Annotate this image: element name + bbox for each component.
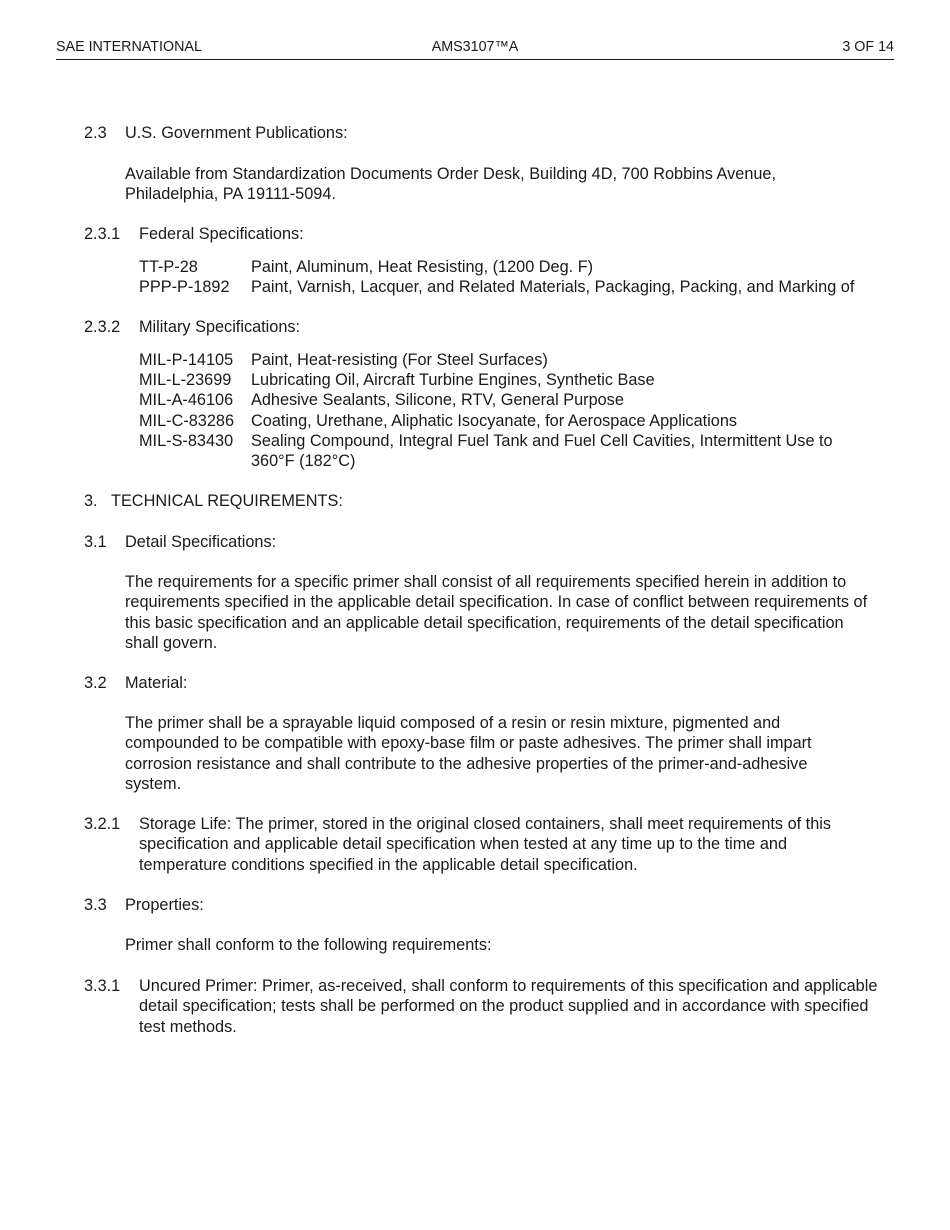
section-heading-3-3 [84,895,204,915]
reference-row [139,411,891,431]
section-body-3-3-1: Uncured Primer: Primer, as-received, shall conform to requirements of this specification and applicable detail specification; tests shall be performed on the product supplied and in accordance with specified test methods. [139,977,878,1036]
section-title: Properties: [125,896,204,914]
section-heading-3 [84,491,343,511]
section-body-3-2-1: Storage Life: The primer, stored in the original closed containers, shall meet requirements of this specification and applicable detail specification when tested at any time up to the time and temperature conditions specified in the applicable detail specification. [139,815,832,874]
reference-code: MIL-C-83286 [139,412,235,430]
section-title: TECHNICAL REQUIREMENTS: [111,492,343,510]
reference-description: Adhesive Sealants, Silicone, RTV, General Purpose [251,391,624,409]
reference-row [139,277,891,297]
section-number: 2.3.2 [84,318,121,336]
section-number: 3.1 [84,533,107,551]
section-title: Military Specifications: [139,318,301,336]
section-number: 3. [84,492,98,510]
section-heading-2-3 [84,123,348,143]
section-number-3-3-1: 3.3.1 [84,977,121,995]
reference-description: Sealing Compound, Integral Fuel Tank and Fuel Cell Cavities, Intermittent Use to 360°F (182°C) [251,432,833,471]
reference-code: MIL-A-46106 [139,391,234,409]
section-title: U.S. Government Publications: [125,124,348,142]
section-heading-2-3-2 [84,317,301,337]
section-body-3-2: The primer shall be a sprayable liquid composed of a resin or resin mixture, pigmented and compounded to be compatible with epoxy-base film or paste adhesives. The primer shall impart corrosion resistance and shall contribute to the adhesive properties of the primer-and-adhesive system. [125,714,812,793]
document-number: AMS3107™A [431,39,519,55]
reference-row [139,390,891,410]
section-heading-3-2 [84,673,188,693]
reference-code: MIL-L-23699 [139,371,232,389]
section-body-3-3: Primer shall conform to the following requirements: [125,936,492,954]
reference-code: TT-P-28 [139,258,198,276]
section-body-3-1: The requirements for a specific primer shall consist of all requirements specified herein in addition to requirements specified in the applicable detail specification. In case of conflict between requirements of this basic specification and an applicable detail specification, requirements of the detail specification shall govern. [125,573,868,652]
section-body-2-3: Available from Standardization Documents Order Desk, Building 4D, 700 Robbins Avenue, Philadelphia, PA 19111-5094. [125,165,777,204]
reference-description: Coating, Urethane, Aliphatic Isocyanate, for Aerospace Applications [251,412,738,430]
page-header [56,39,894,60]
reference-row [139,370,891,390]
section-number-3-2-1: 3.2.1 [84,815,121,833]
section-heading-3-1 [84,532,277,552]
reference-description: Paint, Aluminum, Heat Resisting, (1200 Deg. F) [251,258,594,276]
section-number: 3.3 [84,896,107,914]
reference-code: MIL-P-14105 [139,351,234,369]
reference-description: Paint, Varnish, Lacquer, and Related Materials, Packaging, Packing, and Marking of [251,278,855,296]
reference-code: MIL-S-83430 [139,432,234,450]
reference-row [139,431,891,472]
reference-row [139,257,891,277]
section-heading-2-3-1 [84,224,304,244]
reference-description: Paint, Heat-resisting (For Steel Surfaces) [251,351,548,369]
section-number: 3.2 [84,674,107,692]
page-number: 3 OF 14 [842,39,894,55]
section-number: 2.3 [84,124,107,142]
section-title: Detail Specifications: [125,533,277,551]
section-title: Material: [125,674,188,692]
reference-description: Lubricating Oil, Aircraft Turbine Engines, Synthetic Base [251,371,655,389]
reference-row [139,350,891,370]
section-number: 2.3.1 [84,225,121,243]
reference-code: PPP-P-1892 [139,278,230,296]
section-title: Federal Specifications: [139,225,304,243]
publisher-name: SAE INTERNATIONAL [56,39,202,55]
